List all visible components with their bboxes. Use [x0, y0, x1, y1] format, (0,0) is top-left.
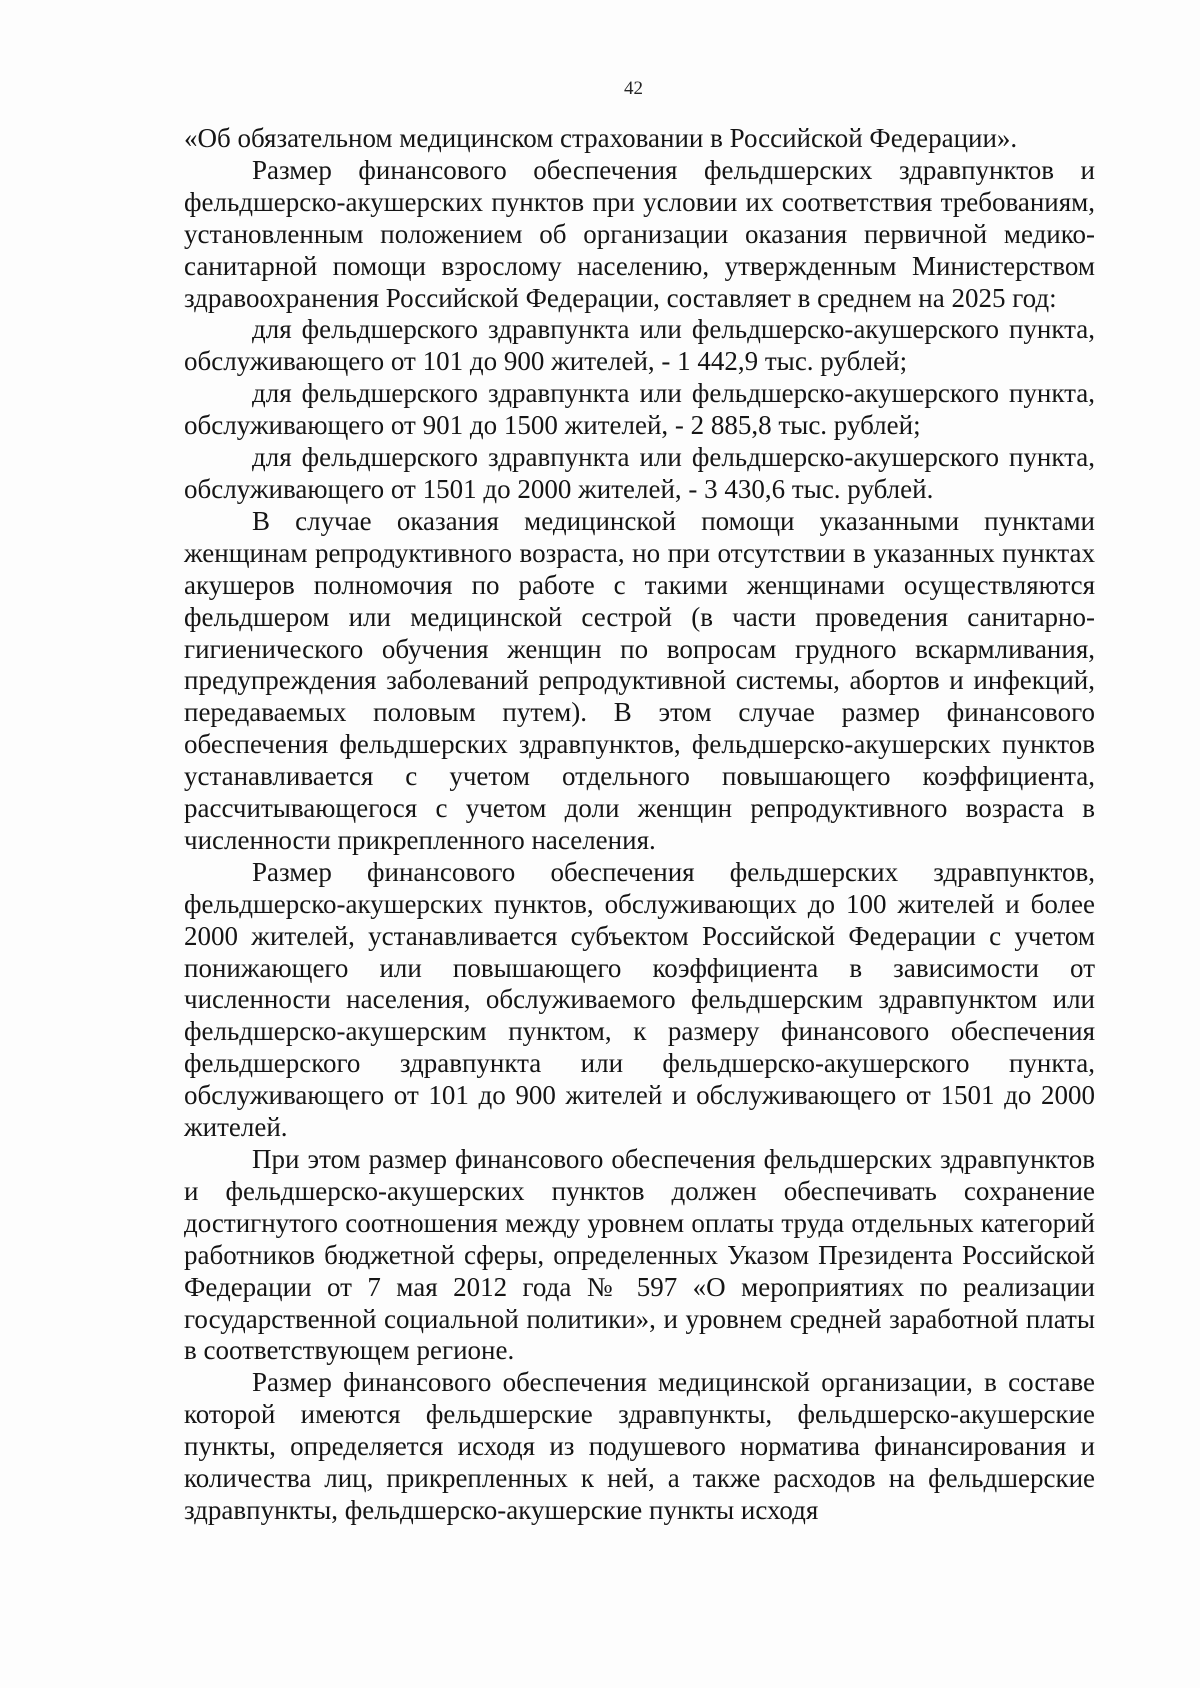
paragraph-tier-901-1500: для фельдшерского здравпункта или фельдшерско-акушерского пункта, обслуживающего от 901 до 1500 жителей, - 2 885,8 тыс. рублей;	[184, 378, 1095, 441]
paragraph-tier-101-900: для фельдшерского здравпункта или фельдшерско-акушерского пункта, обслуживающего от 101 до 900 жителей, - 1 442,9 тыс. рублей;	[184, 314, 1095, 377]
paragraph-tier-1501-2000: для фельдшерского здравпункта или фельдшерско-акушерского пункта, обслуживающего от 1501 до 2000 жителей, - 3 430,6 тыс. рублей.	[184, 442, 1095, 504]
paragraph-law-title-continuation: «Об обязательном медицинском страховании в Российской Федерации».	[184, 123, 1018, 153]
paragraph-coefficient-adjustment: Размер финансового обеспечения фельдшерских здравпунктов, фельдшерско-акушерских пунктов, обслуживающих до 100 жителей и более 2000 жителей, устанавливается субъектом Российской Федерации с учетом понижающего или повышающего коэффициента в зависимости от численности населения, обслуживаемого фельдшерским здравпунктом или фельдшерско-акушерским пунктом, к размеру финансового обеспечения фельдшерского здравпункта или фельдшерско-акушерского пункта, обслуживающего от 101 до 900 жителей и обслуживающего от 1501 до 2000 жителей.	[184, 856, 1095, 1143]
paragraph-medical-organization-funding: Размер финансового обеспечения медицинской организации, в составе которой имеются фельдшерские здравпункты, фельдшерско-акушерские пункты, определяется исходя из подушевого норматива финансирования и количества лиц, прикрепленных к ней, а также расходов на фельдшерские здравпункты, фельдшерско-акушерские пункты исходя	[184, 1367, 1095, 1525]
paragraph-funding-size: Размер финансового обеспечения фельдшерских здравпунктов и фельдшерско-акушерских пунктов при условии их соответствия требованиям, установленным положением об организации оказания первичной медико-санитарной помощи взрослому населению, утвержденным Министерством здравоохранения Российской Федерации, составляет в среднем на 2025 год:	[184, 154, 1095, 313]
document-body	[184, 123, 1095, 1527]
page-number: 42	[624, 78, 643, 99]
paragraph-reproductive-age-women: В случае оказания медицинской помощи указанными пунктами женщинам репродуктивного возраста, но при отсутствии в указанных пунктах акушеров полномочия по работе с такими женщинами осуществляются фельдшером или медицинской сестрой (в части проведения санитарно-гигиенического обучения женщин по вопросам грудного вскармливания, предупреждения заболеваний репродуктивной системы, абортов и инфекций, передаваемых половым путем). В этом случае размер финансового обеспечения фельдшерских здравпунктов, фельдшерско-акушерских пунктов устанавливается с учетом отдельного повышающего коэффициента, рассчитывающегося с учетом доли женщин репродуктивного возраста в численности прикрепленного населения.	[184, 505, 1095, 855]
paragraph-salary-ratio: При этом размер финансового обеспечения фельдшерских здравпунктов и фельдшерско-акушерских пунктов должен обеспечивать сохранение достигнутого соотношения между уровнем оплаты труда отдельных категорий работников бюджетной сферы, определенных Указом Президента Российской Федерации от 7 мая 2012 года № 597 «О мероприятиях по реализации государственной социальной политики», и уровнем средней заработной платы в соответствующем регионе.	[184, 1144, 1095, 1366]
